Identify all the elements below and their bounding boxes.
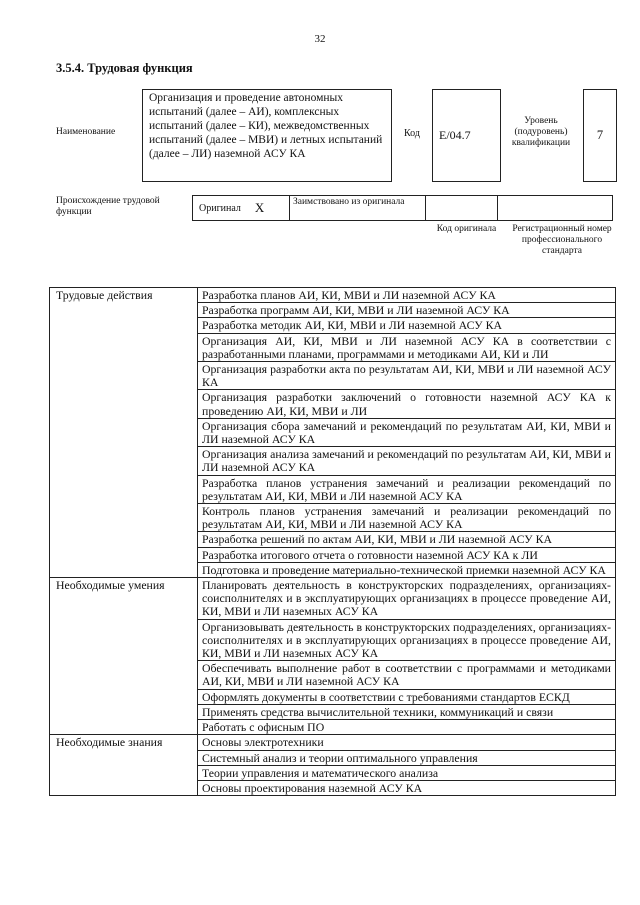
list-item: Разработка решений по актам АИ, КИ, МВИ и ЛИ наземной АСУ КА	[198, 532, 616, 547]
list-item: Разработка планов устранения замечаний и реализации рекомендаций по результатам АИ, КИ, МВИ и ЛИ наземной АСУ КА	[198, 475, 616, 503]
list-item: Основы электротехники	[198, 735, 616, 750]
code-original-cell	[425, 195, 498, 221]
origin-row	[193, 195, 613, 221]
list-item: Основы проектирования наземной АСУ КА	[198, 780, 616, 795]
page-number: 32	[314, 33, 326, 45]
list-item: Обеспечивать выполнение работ в соответствии с программами и методиками АИ, КИ, МВИ и ЛИ наземной АСУ КА	[198, 661, 616, 689]
section-title: Необходимые знания	[50, 735, 198, 796]
list-item: Разработка программ АИ, КИ, МВИ и ЛИ наземной АСУ КА	[198, 303, 616, 318]
list-item: Работать с офисным ПО	[198, 720, 616, 735]
reg-number-caption: Регистрационный номер профессионального стандарта	[512, 224, 612, 256]
list-item: Контроль планов устранения замечаний и реализации рекомендаций по результатам АИ, КИ, МВИ и ЛИ наземной АСУ КА	[198, 504, 616, 532]
origin-original-cell	[192, 195, 290, 221]
list-item: Теории управления и математического анализа	[198, 765, 616, 780]
origin-label: Происхождение трудовой функции	[56, 196, 160, 217]
table-row	[50, 735, 616, 750]
list-item: Организация разработки акта по результатам АИ, КИ, МВИ и ЛИ наземной АСУ КА	[198, 362, 616, 390]
list-item: Планировать деятельность в конструкторских подразделениях, организациях-соисполнителях и в эксплуатирующих организациях в процессе проведение АИ, КИ, МВИ и ЛИ наземных АСУ КА	[198, 578, 616, 620]
origin-original-mark: X	[254, 200, 265, 215]
code-value: E/04.7	[432, 89, 501, 182]
code-original-caption: Код оригинала	[436, 224, 497, 234]
list-item: Организация анализа замечаний и рекомендаций по результатам АИ, КИ, МВИ и ЛИ наземной АСУ КА	[198, 447, 616, 475]
section-title: Трудовые действия	[50, 288, 198, 578]
function-table	[49, 287, 616, 796]
table-row	[50, 578, 616, 620]
list-item: Организация сбора замечаний и рекомендаций по результатам АИ, КИ, МВИ и ЛИ наземной АСУ КА	[198, 418, 616, 446]
reg-number-cell	[497, 195, 613, 221]
code-label: Код	[404, 128, 420, 139]
list-item: Организация АИ, КИ, МВИ и ЛИ наземной АСУ КА в соответствии с разработанными планами, программами и методиками АИ, КИ и ЛИ	[198, 333, 616, 361]
section-heading: 3.5.4. Трудовая функция	[56, 61, 193, 75]
list-item: Разработка итогового отчета о готовности наземной АСУ КА к ЛИ	[198, 547, 616, 562]
origin-original-label: Оригинал	[199, 202, 241, 214]
function-name-box: Организация и проведение автономных испытаний (далее – АИ), комплексных испытаний (далее – КИ), межведомственных испытаний (далее – МВИ) и летных испытаний (далее – ЛИ) наземной АСУ КА	[142, 89, 392, 182]
list-item: Организация разработки заключений о готовности наземной АСУ КА к проведению АИ, КИ, МВИ и ЛИ	[198, 390, 616, 418]
name-label: Наименование	[56, 127, 116, 137]
table-row	[50, 288, 616, 303]
list-item: Подготовка и проведение материально-технической приемки наземной АСУ КА	[198, 562, 616, 577]
list-item: Оформлять документы в соответствии с требованиями стандартов ЕСКД	[198, 689, 616, 704]
section-title: Необходимые умения	[50, 578, 198, 735]
list-item: Разработка методик АИ, КИ, МВИ и ЛИ наземной АСУ КА	[198, 318, 616, 333]
list-item: Разработка планов АИ, КИ, МВИ и ЛИ наземной АСУ КА	[198, 288, 616, 303]
list-item: Организовывать деятельность в конструкторских подразделениях, организациях-соисполнителях и в эксплуатирующих организациях в процессе проведение АИ, КИ, МВИ и ЛИ наземных АСУ КА	[198, 619, 616, 661]
level-label: Уровень (подуровень) квалификации	[511, 116, 571, 148]
origin-borrowed-cell: Заимствовано из оригинала	[289, 195, 426, 221]
list-item: Применять средства вычислительной техники, коммуникаций и связи	[198, 704, 616, 719]
level-value: 7	[583, 89, 617, 182]
list-item: Системный анализ и теории оптимального управления	[198, 750, 616, 765]
